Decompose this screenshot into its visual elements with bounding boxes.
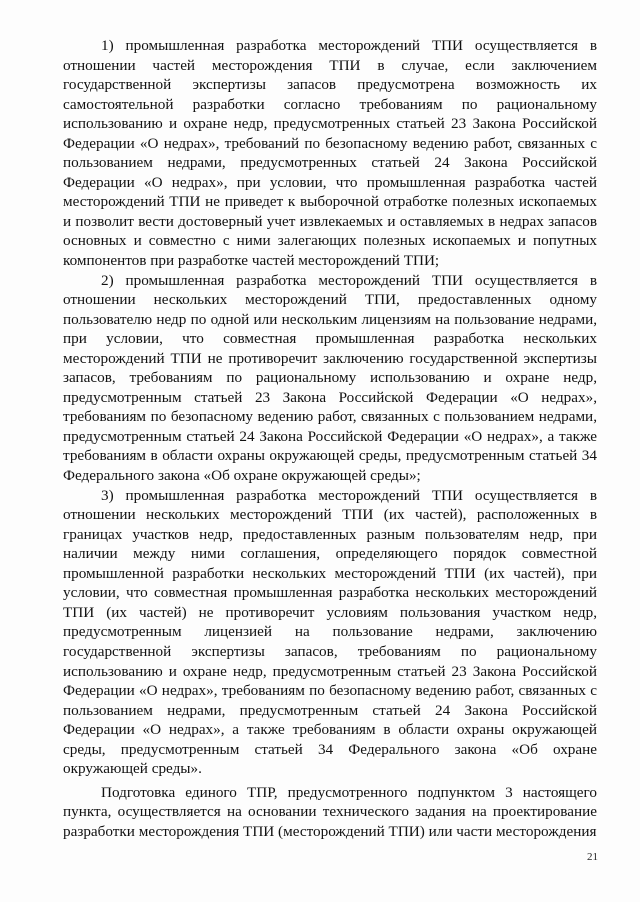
document-body	[63, 36, 597, 841]
paragraph-preparation: Подготовка единого ТПР, предусмотренного подпунктом 3 настоящего пункта, осуществляется на основании технического задания на проектирование разработки месторождения ТПИ (месторождений ТПИ) или части месторождения	[63, 783, 597, 840]
paragraph-item-2: 2) промышленная разработка месторождений ТПИ осуществляется в отношении нескольких месторождений ТПИ, предоставленных одному пользователю недр по одной или нескольким лицензиям на пользование недрами, при условии, что совместная промышленная разработка нескольких месторождений ТПИ не противоречит заключению государственной экспертизы запасов, требованиям по рациональному использованию и охране недр, предусмотренным статьей 23 Закона Российской Федерации «О недрах», требованиям по безопасному ведению работ, связанных с пользованием недрами, предусмотренным статьей 24 Закона Российской Федерации «О недрах», а также требованиям в области охраны окружающей среды, предусмотренным статьей 34 Федерального закона «Об охране окружающей среды»;	[63, 271, 597, 485]
page-number: 21	[587, 851, 598, 863]
paragraph-item-1: 1) промышленная разработка месторождений ТПИ осуществляется в отношении частей месторождения ТПИ в случае, если заключением государственной экспертизы запасов предусмотрена возможность их самостоятельной разработки согласно требованиям по рациональному использованию и охране недр, предусмотренных статьей 23 Закона Российской Федерации «О недрах», требований по безопасному ведению работ, связанных с пользованием недрами, предусмотренных статьей 24 Закона Российской Федерации «О недрах», при условии, что промышленная разработка частей месторождений ТПИ не приведет к выборочной отработке полезных ископаемых и позволит вести достоверный учет извлекаемых и оставляемых в недрах запасов основных и совместно с ними залегающих полезных ископаемых и попутных компонентов при разработке частей месторождений ТПИ;	[63, 37, 597, 270]
paragraph-item-3: 3) промышленная разработка месторождений ТПИ осуществляется в отношении нескольких месторождений ТПИ (их частей), расположенных в границах участков недр, предоставленных разным пользователям недр, при наличии между ними соглашения, определяющего порядок совместной промышленной разработки нескольких месторождений ТПИ (их частей), при условии, что совместная промышленная разработка нескольких месторождений ТПИ (их частей) не противоречит условиям пользования участком недр, предусмотренным лицензией на пользование недрами, заключению государственной экспертизы запасов, требованиям по рациональному использованию и охране недр, предусмотренным статьей 23 Закона Российской Федерации «О недрах», требованиям по безопасному ведению работ, связанных с пользованием недрами, предусмотренным статьей 24 Закона Российской Федерации «О недрах», а также требованиям в области охраны окружающей среды, предусмотренным статьей 34 Федерального закона «Об охране окружающей среды».	[63, 486, 597, 778]
